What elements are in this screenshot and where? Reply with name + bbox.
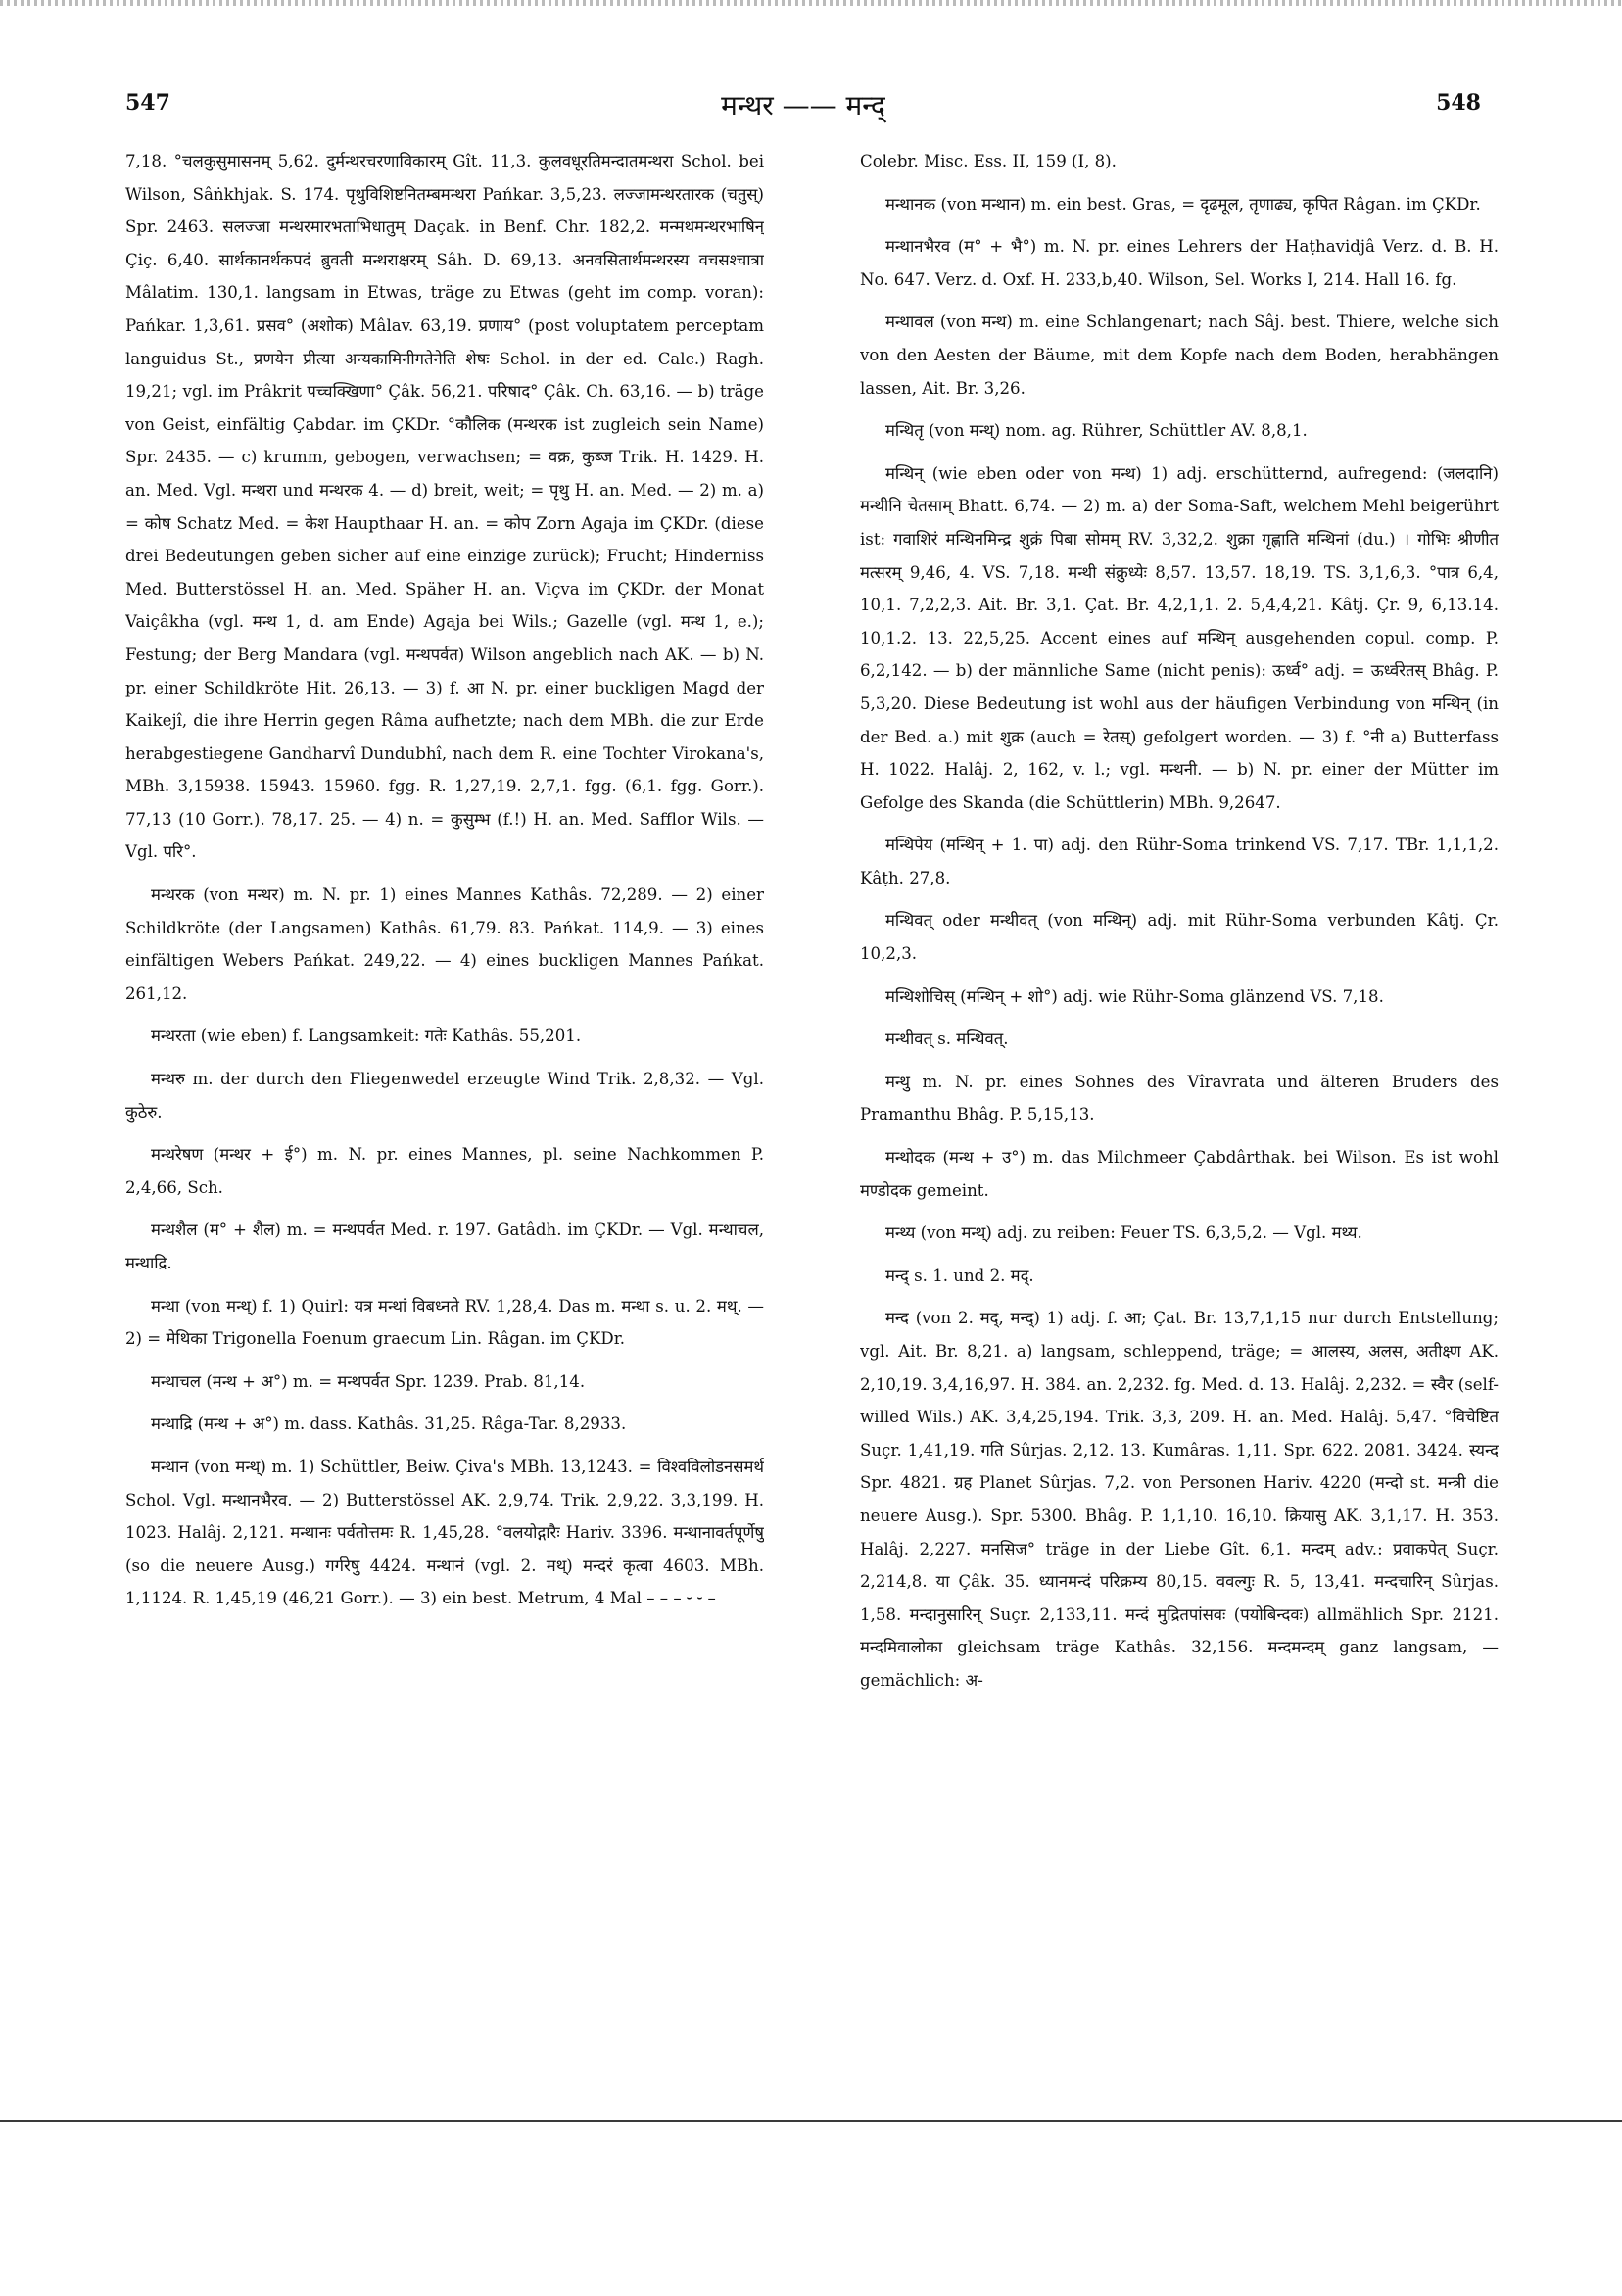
entry-manthishochis: मन्थिशोचिस् (मन्थिन् + शो°) adj. wie Rühr-Soma glänzend VS. 7,18.	[885, 986, 1384, 1006]
entry-manda: मन्द (von 2. मद्, मन्द्) 1) adj. f. आ; Çat. Br. 13,7,1,15 nur durch Entstellung; vgl. Ait. Br. 8,21. a) langsam, schleppend, träge; = आलस्य, अलस, अतीक्ष्ण AK. 2,10,19. 3,4,16,97. H. 384. an. 2,232. fg. Med. d. 13. Halâj. 2,232. = स्वैर (self-willed Wils.) AK. 3,4,25,194. Trik. 3,3, 209. H. an. Med. Halâj. 5,47. °विचेष्टित Suçr. 1,41,19. गति Sûrjas. 2,12. 13. Kumâras. 1,11. Spr. 622. 2081. 3424. स्यन्द Spr. 4821. ग्रह Planet Sûrjas. 7,2. von Personen Hariv. 4220 (मन्दो st. मन्त्री die neuere Ausg.). Spr. 5300. Bhâg. P. 1,1,10. 16,10. क्रियासु AK. 3,1,17. H. 353. Halâj. 2,227. मनसिज° träge in der Liebe Gît. 6,1. मन्दम् adv.: प्रवाकपेत् Suçr. 2,214,8. या Çâk. 35. ध्यानमन्दं परिक्रम्य 80,15. ववल्गुः R. 5, 13,41. मन्दचारिन् Sûrjas. 1,58. मन्दानुसारिन् Suçr. 2,133,11. मन्दं मुद्रितपांसवः (पयोबिन्दवः) allmählich Spr. 2121. मन्दमिवालोका gleichsam träge Kathâs. 32,156. मन्दमन्दम् ganz langsam, — gemächlich: अ-	[860, 1309, 1499, 1690]
entry-manthana: मन्थान (von मन्थ्) m. 1) Schüttler, Beiw. Çiva's MBh. 13,1243. = विश्वविलोडनसमर्थ Schol. Vgl. मन्थानभैरव. — 2) Butterstössel AK. 2,9,74. Trik. 2,9,22. 3,3,199. H. 1023. Halâj. 2,121. मन्थानः पर्वतोत्तमः R. 1,45,28. °वलयोद्गारैः Hariv. 3396. मन्थानावर्तपूर्णेषु (so die neuere Ausg.) गर्गरेषु 4424. मन्थानं (vgl. 2. मथ्) मन्दरं कृत्वा 4603. MBh. 1,1124. R. 1,45,19 (46,21 Gorr.). — 3) ein best. Metrum, 4 Mal – – – ⏑ ⏑ –	[125, 1457, 764, 1608]
entry-manthivat-ref: मन्थीवत् s. मन्थिवत्.	[885, 1029, 1009, 1049]
entry-continuation: Colebr. Misc. Ess. II, 159 (I, 8).	[860, 152, 1117, 170]
entry-manthitri: मन्थितृ (von मन्थ्) nom. ag. Rührer, Schüttler AV. 8,8,1.	[885, 421, 1308, 441]
entry-manthareshana: मन्थरेषण (मन्थर + ई°) m. N. pr. eines Mannes, pl. seine Nachkommen P. 2,4,66, Sch.	[125, 1145, 764, 1197]
entry-manthanaka: मन्थानक (von मन्थान) m. ein best. Gras, = दृढमूल, तृणाढ्य, कृपित Râgan. im ÇKDr.	[885, 194, 1481, 214]
page-header	[125, 90, 1481, 129]
entry-manthashaila: मन्थशैल (म° + शैल) m. = मन्थपर्वत Med. r. 197. Gatâdh. im ÇKDr. — Vgl. मन्थाचल, मन्थाद्रि.	[125, 1220, 764, 1272]
entry-manthachala: मन्थाचल (मन्थ + अ°) m. = मन्थपर्वत Spr. 1239. Prab. 81,14.	[151, 1371, 586, 1391]
entry-mand-root: मन्द् s. 1. und 2. मद्.	[885, 1266, 1034, 1285]
entry-manthin: मन्थिन् (wie eben oder von मन्थ) 1) adj. erschütternd, aufregend: (जलदानि) मन्थीनि चेतसाम् Bhatt. 6,74. — 2) m. a) der Soma-Saft, welchem Mehl beigerührt ist: गवाशिरं मन्थिनमिन्द्र शुक्रं पिबा सोमम् RV. 3,32,2. शुक्रा गृह्णाति मन्थिनां (du.) । गोभिः श्रीणीत मत्सरम् 9,46, 4. VS. 7,18. मन्थी संक्रुध्येः 8,57. 13,57. 18,19. TS. 3,1,6,3. °पात्र 6,4, 10,1. 7,2,2,3. Ait. Br. 3,1. Çat. Br. 4,2,1,1. 2. 5,4,4,21. Kâtj. Çr. 9, 6,13.14. 10,1.2. 13. 22,5,25. Accent eines auf मन्थिन् ausgehenden copul. comp. P. 6,2,142. — b) der männliche Same (nicht penis): ऊर्ध्व° adj. = ऊर्ध्वरेतस् Bhâg. P. 5,3,20. Diese Bedeutung ist wohl aus der häufigen Verbindung von मन्थिन् (in der Bed. a.) mit शुक्र (auch = रेतस्) gefolgert worden. — 3) f. °नी a) Butterfass H. 1022. Halâj. 2, 162, v. l.; vgl. मन्थनी. — b) N. pr. einer der Mütter im Gefolge des Skanda (die Schüttlerin) MBh. 9,2647.	[860, 463, 1499, 812]
entry-mantharaka: मन्थरक (von मन्थर) m. N. pr. 1) eines Mannes Kathâs. 72,289. — 2) einer Schildkröte (der Langsamen) Kathâs. 61,79. 83. Pańkat. 114,9. — 3) eines einfältigen Webers Pańkat. 249,22. — 4) eines buckligen Mannes Pańkat. 261,12.	[125, 885, 764, 1003]
entry-manthavala: मन्थावल (von मन्थ) m. eine Schlangenart; nach Sâj. best. Thiere, welche sich von den Aesten der Bäume, mit dem Kopfe nach dem Boden, herabhängen lassen, Ait. Br. 3,26.	[860, 312, 1499, 398]
entry-manthya: मन्थ्य (von मन्थ्) adj. zu reiben: Feuer TS. 6,3,5,2. — Vgl. मथ्य.	[885, 1223, 1362, 1243]
entry-mantharata: मन्थरता (wie eben) f. Langsamkeit: गतेः Kathâs. 55,201.	[151, 1027, 582, 1046]
left-column	[125, 145, 764, 2021]
scan-top-edge	[0, 0, 1622, 6]
entry-mantha: मन्था (von मन्थ्) f. 1) Quirl: यत्र मन्थां विबध्नते RV. 1,28,4. Das m. मन्था s. u. 2. मथ्. — 2) = मेथिका Trigonella Foenum graecum Lin. Râgan. im ÇKDr.	[125, 1296, 764, 1349]
bottom-rule	[0, 2120, 1622, 2122]
entry-manthadri: मन्थाद्रि (मन्थ + अ°) m. dass. Kathâs. 31,25. Râga-Tar. 8,2933.	[151, 1414, 627, 1434]
entry-manthanabhairava: मन्थानभैरव (म° + भै°) m. N. pr. eines Lehrers der Haṭhavidjâ Verz. d. B. H. No. 647. Verz. d. Oxf. H. 233,b,40. Wilson, Sel. Works I, 214. Hall 16. fg.	[860, 237, 1499, 289]
entry-manthipeya: मन्थिपेय (मन्थिन् + 1. पा) adj. den Rühr-Soma trinkend VS. 7,17. TBr. 1,1,1,2. Kâṭh. 27,8.	[860, 836, 1499, 887]
right-column	[860, 145, 1499, 2021]
entry-manthara-cont: 7,18. °चलकुसुमासनम् 5,62. दुर्मन्थरचरणाविकारम् Gît. 11,3. कुलवधूरतिमन्दातमन्थरा Schol. bei Wilson, Sâṅkhjak. S. 174. पृथुविशिष्टनितम्बमन्थरा Pańkar. 3,5,23. लज्जामन्थरतारक (चतुस्) Spr. 2463. सलज्जा मन्थरमारभताभिधातुम् Daçak. in Benf. Chr. 182,2. मन्मथमन्थरभाषिन् Çiç. 6,40. सार्थकानर्थकपदं ब्रुवती मन्थराक्षरम् Sâh. D. 69,13. अनवसितार्थमन्थरस्य वचसश्चात्रा Mâlatim. 130,1. langsam in Etwas, träge zu Etwas (geht im comp. voran): Pańkar. 1,3,61. प्रसव° (अशोक) Mâlav. 63,19. प्रणाय° (post voluptatem perceptam languidus St., प्रणयेन प्रीत्या अन्यकामिनीगतेनेति शेषः Schol. in der ed. Calc.) Ragh. 19,21; vgl. im Prâkrit पच्चक्खिणा° Çâk. 56,21. परिषाद° Çâk. Ch. 63,16. — b) träge von Geist, einfältig Çabdar. im ÇKDr. °कौलिक (मन्थरक ist zugleich sein Name) Spr. 2435. — c) krumm, gebogen, verwachsen; = वक्र, कुब्ज Trik. H. 1429. H. an. Med. Vgl. मन्थरा und मन्थरक 4. — d) breit, weit; = पृथु H. an. Med. — 2) m. a) = कोष Schatz Med. = केश Haupthaar H. an. = कोप Zorn Agaja im ÇKDr. (diese drei Bedeutungen geben sicher auf eine einzige zurück); Frucht; Hinderniss Med. Butterstössel H. an. Med. Späher H. an. Viçva im ÇKDr. der Monat Vaiçâkha (vgl. मन्थ 1, d. am Ende) Agaja bei Wils.; Gazelle (vgl. मन्थ 1, e.); Festung; der Berg Mandara (vgl. मन्थपर्वत) Wilson angeblich nach AK. — b) N. pr. einer Schildkröte Hit. 26,13. — 3) f. आ N. pr. einer buckligen Magd der Kaikejî, die ihre Herrin gegen Râma aufhetzte; nach dem MBh. die zur Erde herabgestiegene Gandharvî Dundubhî, nach dem R. eine Tochter Virokana's, MBh. 3,15938. 15943. 15960. fgg. R. 1,27,19. 2,7,1. fgg. (6,1. fgg. Gorr.). 77,13 (10 Gorr.). 78,17. 25. — 4) n. = कुसुम्भ (f.!) H. an. Med. Safflor Wils. — Vgl. परि°.	[125, 152, 764, 862]
entry-manthu: मन्थु m. N. pr. eines Sohnes des Vîravrata und älteren Bruders des Pramanthu Bhâg. P. 5,15,13.	[860, 1072, 1499, 1124]
running-head: मन्थर —— मन्द्	[721, 89, 885, 121]
entry-mantharu: मन्थरु m. der durch den Fliegenwedel erzeugte Wind Trik. 2,8,32. — Vgl. कुठेरु.	[125, 1070, 764, 1122]
entry-manthivat: मन्थिवत् oder मन्थीवत् (von मन्थिन्) adj. mit Rühr-Soma verbunden Kâtj. Çr. 10,2,3.	[860, 911, 1499, 964]
right-page-number: 548	[1436, 90, 1481, 116]
left-page-number: 547	[125, 90, 170, 116]
entry-manthodaka: मन्थोदक (मन्थ + उ°) m. das Milchmeer Çabdârthak. bei Wilson. Es ist wohl मण्डोदक gemeint.	[860, 1148, 1499, 1200]
